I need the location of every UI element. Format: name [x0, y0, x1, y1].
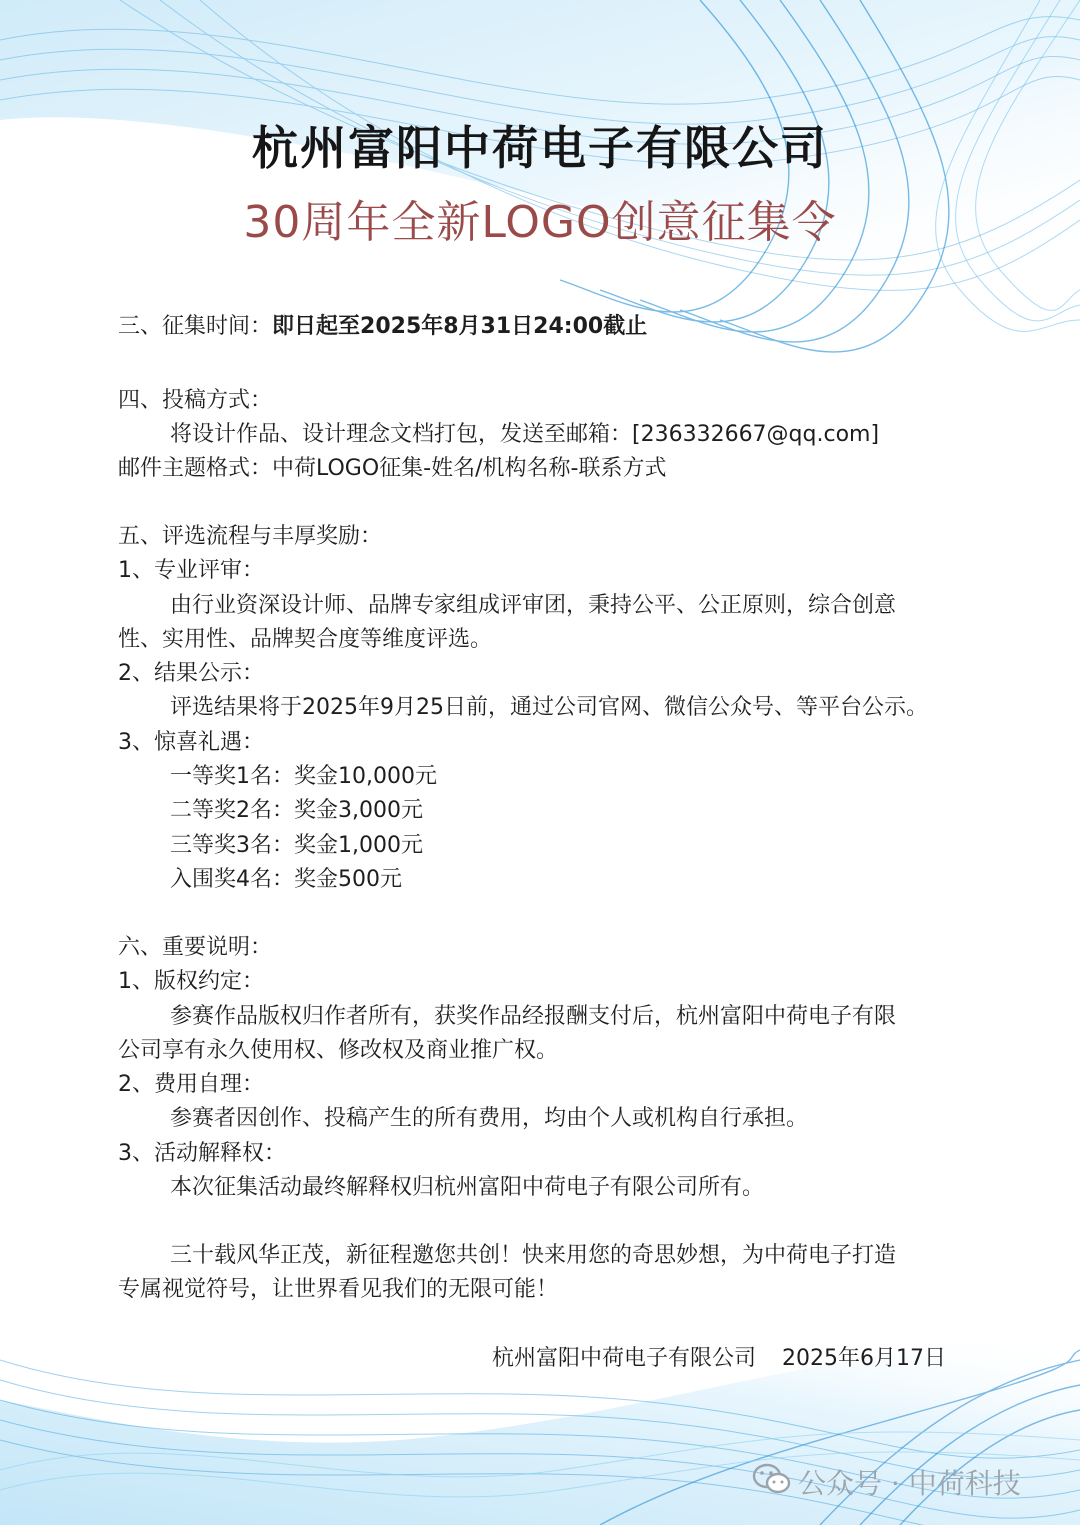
- prize-item: 一等奖1名：奖金10,000元: [170, 764, 437, 789]
- section6-item1-heading: 1、版权约定：: [118, 969, 264, 994]
- section4-line1: 将设计作品、设计理念文档打包，发送至邮箱：[236332667@qq.com]: [170, 422, 880, 447]
- signature: [492, 1342, 946, 1376]
- section6-item1-line1: 参赛作品版权归作者所有，获奖作品经报酬支付后，杭州富阳中荷电子有限: [170, 1004, 897, 1029]
- section3-value: 即日起至2025年8月31日24:00截止: [272, 314, 648, 339]
- section6-item2-heading: 2、费用自理：: [118, 1072, 264, 1097]
- section6-heading: 六、重要说明：: [118, 935, 273, 960]
- section5-item1-heading: 1、专业评审：: [118, 558, 264, 583]
- wechat-icon: [752, 1462, 792, 1496]
- company-title: 杭州富阳中荷电子有限公司: [252, 121, 828, 175]
- section4-heading: 四、投稿方式：: [118, 388, 273, 413]
- section6-item2-line1: 参赛者因创作、投稿产生的所有费用，均由个人或机构自行承担。: [170, 1106, 809, 1131]
- section6-item1-line2: 公司享有永久使用权、修改权及商业推广权。: [118, 1038, 559, 1063]
- section5-item2-line1: 评选结果将于2025年9月25日前，通过公司官网、微信公众号、等平台公示。: [170, 695, 928, 720]
- section3-label: 三、征集时间：: [118, 314, 273, 339]
- prize-item: 入围奖4名：奖金500元: [170, 867, 402, 892]
- section4-line2: 邮件主题格式：中荷LOGO征集-姓名/机构名称-联系方式: [118, 456, 667, 481]
- subtitle: 30周年全新LOGO创意征集令: [243, 197, 837, 248]
- prize-item: 二等奖2名：奖金3,000元: [170, 798, 423, 823]
- signature-date: 2025年6月17日: [782, 1346, 946, 1371]
- closing-line2: 专属视觉符号，让世界看见我们的无限可能！: [118, 1277, 559, 1302]
- section5-heading: 五、评选流程与丰厚奖励：: [118, 524, 383, 549]
- section5-item2-heading: 2、结果公示：: [118, 661, 264, 686]
- signature-company: 杭州富阳中荷电子有限公司: [492, 1346, 757, 1371]
- section6-item3-line1: 本次征集活动最终解释权归杭州富阳中荷电子有限公司所有。: [170, 1175, 765, 1200]
- section5-item1-line2: 性、实用性、品牌契合度等维度评选。: [118, 627, 493, 652]
- prize-item: 三等奖3名：奖金1,000元: [170, 833, 423, 858]
- closing-line1: 三十载风华正茂，新征程邀您共创！快来用您的奇思妙想，为中荷电子打造: [170, 1243, 897, 1268]
- section3-row: [118, 310, 647, 344]
- section5-item3-heading: 3、惊喜礼遇：: [118, 730, 264, 755]
- section6-item3-heading: 3、活动解释权：: [118, 1141, 286, 1166]
- watermark-text: 公众号 · 中荷科技: [798, 1467, 1021, 1500]
- section5-item1-line1: 由行业资深设计师、品牌专家组成评审团，秉持公平、公正原则，综合创意: [170, 593, 897, 618]
